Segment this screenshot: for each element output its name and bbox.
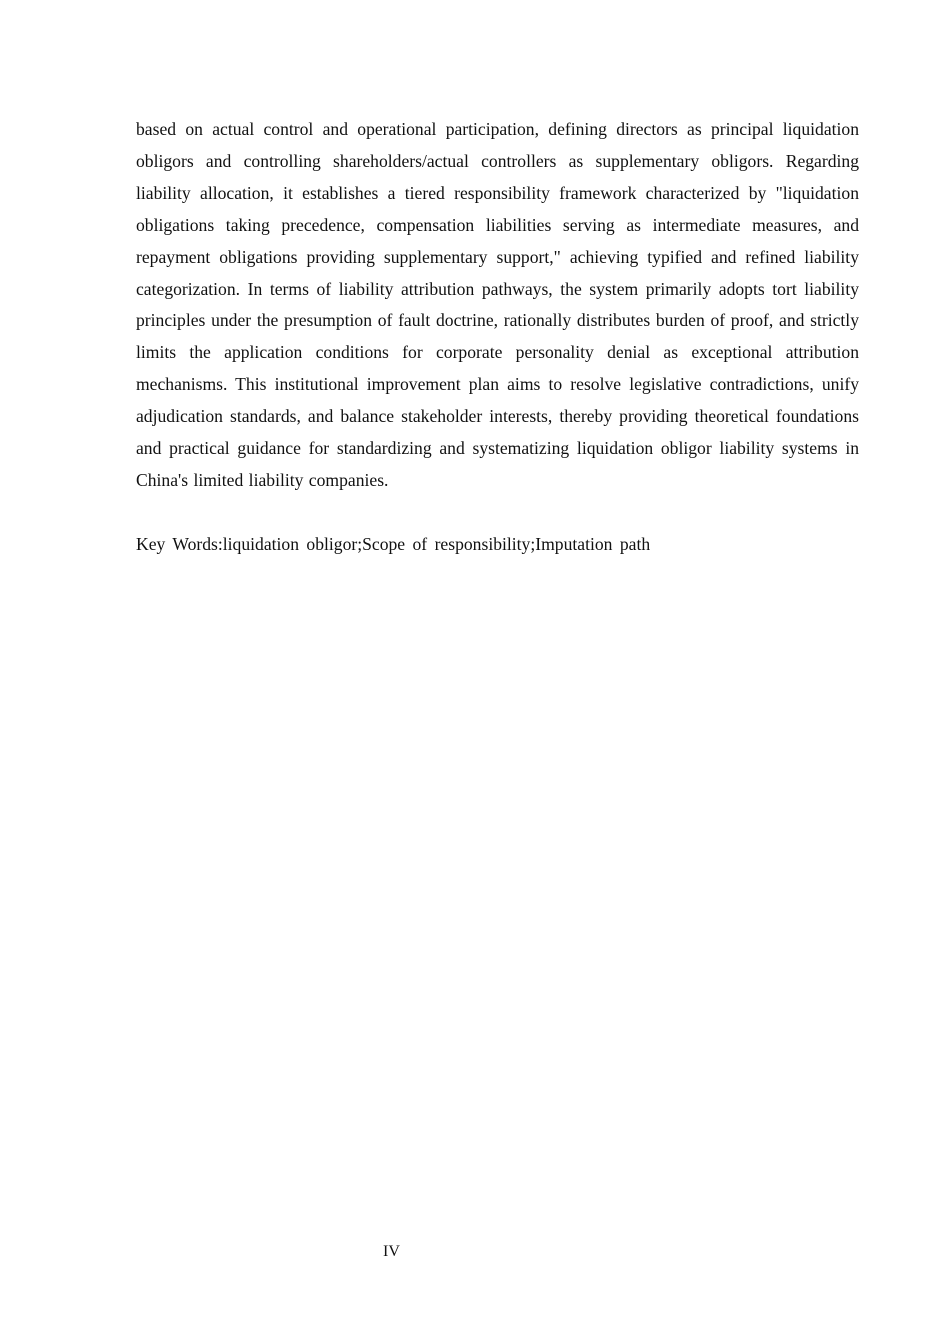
keywords-line: Key Words:liquidation obligor;Scope of responsibility;Imputation path: [136, 533, 651, 554]
abstract-body: [136, 114, 859, 561]
page-number: IV: [383, 1243, 400, 1260]
abstract-paragraph: based on actual control and operational participation, defining directors as principal liquidation obligors and controlling shareholders/actual controllers as supplementary obligors. Regarding liability allocation, it establishes a tiered responsibility framework characterized by "liquidation obligations taking precedence, compensation liabilities serving as intermediate measures, and repayment obligations providing supplementary support," achieving typified and refined liability categorization. In terms of liability attribution pathways, the system primarily adopts tort liability principles under the presumption of fault doctrine, rationally distributes burden of proof, and strictly limits the application conditions for corporate personality denial as exceptional attribution mechanisms. This institutional improvement plan aims to resolve legislative contradictions, unify adjudication standards, and balance stakeholder interests, thereby providing theoretical foundations and practical guidance for standardizing and systematizing liquidation obligor liability systems in China's limited liability companies.: [136, 119, 859, 490]
